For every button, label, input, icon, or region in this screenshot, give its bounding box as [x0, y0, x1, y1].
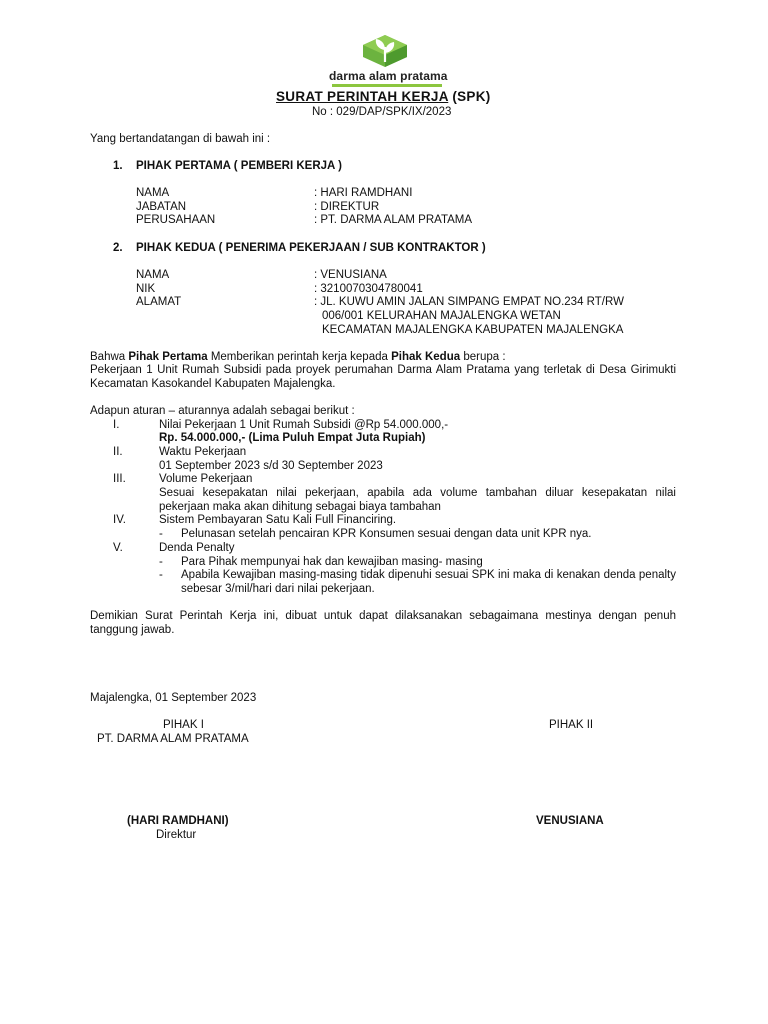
- field-label: NAMA: [136, 187, 170, 199]
- rules-intro: Adapun aturan – aturannya adalah sebagai berikut :: [90, 405, 355, 417]
- field-label: NIK: [136, 283, 156, 295]
- field-value: : JL. KUWU AMIN JALAN SIMPANG EMPAT NO.234 RT/RW: [314, 296, 624, 308]
- field-value: : HARI RAMDHANI: [314, 187, 413, 199]
- rule-title: Nilai Pekerjaan 1 Unit Rumah Subsidi @Rp 54.000.000,-: [159, 419, 449, 431]
- field-label: PERUSAHAAN: [136, 214, 216, 226]
- pihak-pertama-heading: PIHAK PERTAMA ( PEMBERI KERJA ): [136, 160, 342, 172]
- rule-body: Sesuai kesepakatan nilai pekerjaan, apabila ada volume tambahan diluar kesepakatan nilai pekerjaan maka akan dihitung sebagai biaya tambahan: [159, 487, 676, 513]
- field-label: ALAMAT: [136, 296, 182, 308]
- document-title: [276, 89, 491, 104]
- party2-label: PIHAK II: [549, 719, 594, 731]
- intro-text: Yang bertandatangan di bawah ini :: [90, 133, 271, 145]
- section-number-1: 1.: [113, 160, 123, 172]
- title-suffix: (SPK): [448, 89, 491, 104]
- rule-value: Rp. 54.000.000,- (Lima Puluh Empat Juta Rupiah): [159, 432, 426, 444]
- section-number-2: 2.: [113, 242, 123, 254]
- bullet-dash: -: [159, 556, 163, 568]
- address-continuation: KECAMATAN MAJALENGKA KABUPATEN MAJALENGKA: [322, 324, 624, 336]
- pihak-kedua-ref: Pihak Kedua: [391, 351, 461, 363]
- rule-bullet: Pelunasan setelah pencairan KPR Konsumen sesuai dengan data unit KPR nya.: [181, 528, 592, 540]
- statement-line: Bahwa Pihak Pertama Memberikan perintah kerja kepada Pihak Kedua berupa :: [90, 351, 506, 363]
- party2-name: VENUSIANA: [536, 815, 604, 827]
- document-number: No : 029/DAP/SPK/IX/2023: [312, 106, 452, 118]
- address-continuation: 006/001 KELURAHAN MAJALENGKA WETAN: [322, 310, 561, 322]
- field-value: : VENUSIANA: [314, 269, 387, 281]
- rule-bullet: Apabila Kewajiban masing-masing tidak dipenuhi sesuai SPK ini maka di kenakan denda penalty sebesar 3/mil/hari dari nilai pekerjaan.: [181, 569, 676, 595]
- party1-name: (HARI RAMDHANI): [127, 815, 229, 827]
- bullet-dash: -: [159, 569, 163, 581]
- rule-title: Volume Pekerjaan: [159, 473, 253, 485]
- pihak-kedua-heading: PIHAK KEDUA ( PENERIMA PEKERJAAN / SUB KONTRAKTOR ): [136, 242, 486, 254]
- company-logo: [362, 34, 408, 68]
- party1-title: Direktur: [156, 829, 197, 841]
- field-value: : DIREKTUR: [314, 201, 380, 213]
- field-label: JABATAN: [136, 201, 187, 213]
- title-main: SURAT PERINTAH KERJA: [276, 89, 449, 104]
- rule-title: Waktu Pekerjaan: [159, 446, 247, 458]
- party1-label: PIHAK I: [163, 719, 204, 731]
- rule-numeral: II.: [113, 446, 123, 458]
- place-date: Majalengka, 01 September 2023: [90, 692, 257, 704]
- closing-text: Demikian Surat Perintah Kerja ini, dibuat untuk dapat dilaksanakan sebagaimana mestinya dengan penuh tanggung jawab.: [90, 610, 676, 636]
- rule-numeral: I.: [113, 419, 120, 431]
- company-brand-name: darma alam pratama: [329, 69, 448, 83]
- field-value: : 3210070304780041: [314, 283, 423, 295]
- rule-numeral: V.: [113, 542, 123, 554]
- rule-numeral: IV.: [113, 514, 127, 526]
- field-label: NAMA: [136, 269, 170, 281]
- bullet-dash: -: [159, 528, 163, 540]
- rule-title: Sistem Pembayaran Satu Kali Full Financiring.: [159, 514, 397, 526]
- rule-numeral: III.: [113, 473, 126, 485]
- rule-title: Denda Penalty: [159, 542, 235, 554]
- party1-company: PT. DARMA ALAM PRATAMA: [97, 733, 249, 745]
- field-value: : PT. DARMA ALAM PRATAMA: [314, 214, 473, 226]
- rule-bullet: Para Pihak mempunyai hak dan kewajiban masing- masing: [181, 556, 483, 568]
- pihak-pertama-ref: Pihak Pertama: [128, 351, 208, 363]
- rule-value: 01 September 2023 s/d 30 September 2023: [159, 460, 383, 472]
- brand-tagline-bar: [332, 84, 442, 87]
- statement-body: Pekerjaan 1 Unit Rumah Subsidi pada proyek perumahan Darma Alam Pratama yang terletak di Desa Girimukti Kecamatan Kasokandel Kabupaten Majalengka.: [90, 364, 676, 390]
